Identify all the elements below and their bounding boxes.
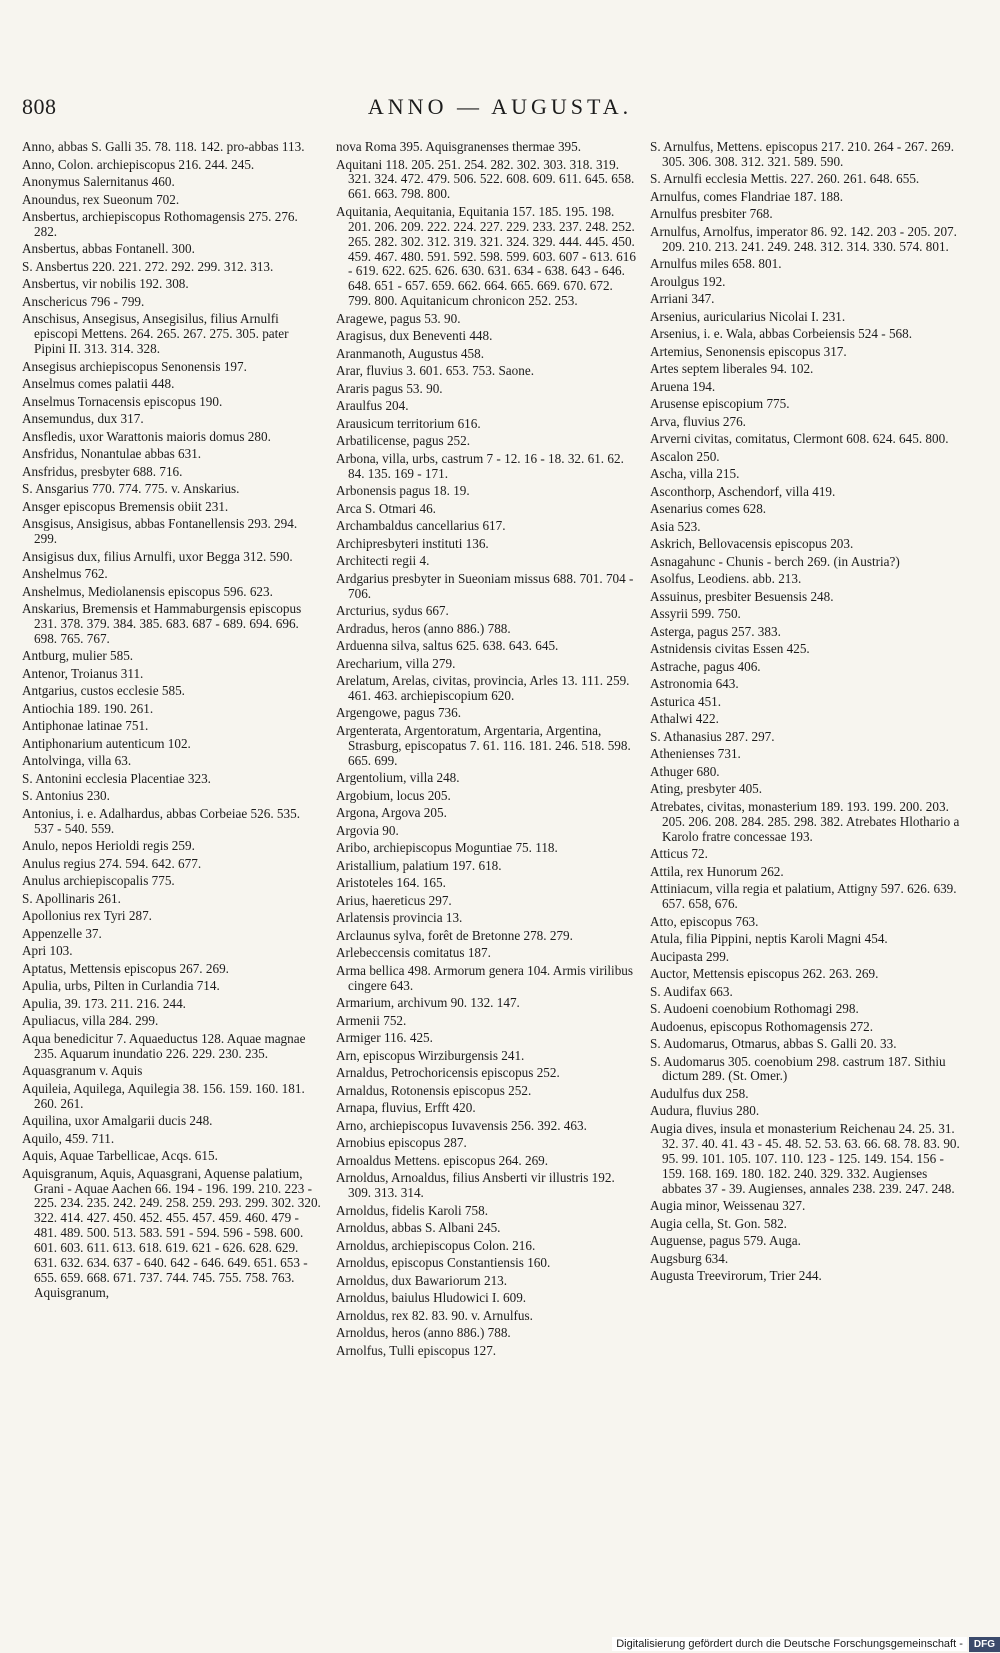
index-entry: Aristallium, palatium 197. 618. <box>336 857 502 873</box>
index-entry: Ardgarius presbyter in Sueoniam missus 688. 701. 704 - 706. <box>336 570 634 601</box>
index-entry: Arausicum territorium 616. <box>336 415 481 431</box>
index-entry: Arnoldus, Arnoaldus, filius Ansberti vir illustris 192. 309. 313. 314. <box>336 1170 615 1201</box>
index-entry: Antiphonae latinae 751. <box>22 718 149 734</box>
index-entry: Arnaldus, Petrochoricensis episcopus 252. <box>336 1065 560 1081</box>
index-entry: Arnoldus, fidelis Karoli 758. <box>336 1202 489 1218</box>
index-entry: Asconthorp, Aschendorf, villa 419. <box>650 483 836 499</box>
index-entry: Anschisus, Ansegisus, Ansegisilus, filius Arnulfi episcopi Mettens. 264. 265. 267. 275. 305. pater Pipini II. 313. 314. 328. <box>22 311 289 357</box>
index-entry: Arlebeccensis comitatus 187. <box>336 945 491 961</box>
index-entry: Ansbertus, abbas Fontanell. 300. <box>22 241 195 257</box>
index-entry: Apollonius rex Tyri 287. <box>22 908 152 924</box>
index-entry: Architecti regii 4. <box>336 553 430 569</box>
index-entry: Augia cella, St. Gon. 582. <box>650 1215 787 1231</box>
index-entry: Arar, fluvius 3. 601. 653. 753. Saone. <box>336 363 534 379</box>
index-entry: Augusta Treevirorum, Trier 244. <box>650 1268 822 1284</box>
index-entry: Aquasgranum v. Aquis <box>22 1063 143 1079</box>
index-entry: Arecharium, villa 279. <box>336 655 456 671</box>
index-entry: S. Ansbertus 220. 221. 272. 292. 299. 312. 313. <box>22 258 274 274</box>
index-entry: Arn, episcopus Wirziburgensis 241. <box>336 1047 525 1063</box>
index-entry: Ansbertus, archiepiscopus Rothomagensis 275. 276. 282. <box>22 209 298 239</box>
index-entry: Armarium, archivum 90. 132. 147. <box>336 995 520 1011</box>
index-entry: Aroulgus 192. <box>650 273 726 289</box>
index-entry: Apri 103. <box>22 943 73 959</box>
index-entry: Aquis, Aquae Tarbellicae, Acqs. 615. <box>22 1148 218 1164</box>
index-entry: Ansger episcopus Bremensis obiit 231. <box>22 498 229 514</box>
index-entry: Atrebates, civitas, monasterium 189. 193. 199. 200. 203. 205. 206. 208. 284. 285. 298. 382. Atrebates Hlothario a Karolo fratre concessae 193. <box>650 798 960 844</box>
index-entry: Apuliacus, villa 284. 299. <box>22 1013 159 1029</box>
index-entry: Argona, Argova 205. <box>336 805 447 821</box>
index-entry: Augia minor, Weissenau 327. <box>650 1198 806 1214</box>
index-entry: Antolvinga, villa 63. <box>22 753 132 769</box>
index-entry: Aranmanoth, Augustus 458. <box>336 345 484 361</box>
index-entry: Armiger 116. 425. <box>336 1030 433 1046</box>
index-entry: Aquilo, 459. 711. <box>22 1130 115 1146</box>
index-entry: nova Roma 395. Aquisgranenses thermae 395. <box>336 139 582 154</box>
index-entry: Arnoldus, dux Bawariorum 213. <box>336 1272 508 1288</box>
index-entry: Augia dives, insula et monasterium Reichenau 24. 25. 31. 32. 37. 40. 41. 43 - 45. 48. 52. 53. 63. 66. 68. 78. 83. 90. 95. 99. 101. 105. 107. 110. 123 - 125. 149. 154. 156 - 159. 168. 169. 180. 182. 240. 329. 332. Augienses abbates 37 - 39. Augienses, annales 238. 239. 247. 248. <box>650 1120 960 1196</box>
index-entry: S. Apollinaris 261. <box>22 890 121 906</box>
index-entry: Armenii 752. <box>336 1012 407 1028</box>
index-entry: Aquilina, uxor Amalgarii ducis 248. <box>22 1113 213 1129</box>
index-entry: Ascalon 250. <box>650 448 720 464</box>
index-entry: Astnidensis civitas Essen 425. <box>650 641 810 657</box>
index-entry: Astronomia 643. <box>650 676 739 692</box>
index-entry: Arva, fluvius 276. <box>650 413 746 429</box>
index-entry: Aquileia, Aquilega, Aquilegia 38. 156. 159. 160. 181. 260. 261. <box>22 1080 305 1111</box>
index-entry: Arbatilicense, pagus 252. <box>336 433 471 449</box>
index-entry: Auctor, Mettensis episcopus 262. 263. 269. <box>650 966 879 982</box>
index-entry: Ansigisus dux, filius Arnulfi, uxor Begga 312. 590. <box>22 548 293 564</box>
index-entry: Athuger 680. <box>650 763 720 779</box>
index-entry: Arca S. Otmari 46. <box>336 500 436 516</box>
index-entry: Arduenna silva, saltus 625. 638. 643. 645. <box>336 638 559 654</box>
index-entry: Anshelmus, Mediolanensis episcopus 596. 623. <box>22 583 273 599</box>
index-entry: Ansfridus, presbyter 688. 716. <box>22 463 183 479</box>
index-column-middle <box>336 140 636 1361</box>
index-entry: Ansfledis, uxor Warattonis maioris domus 280. <box>22 428 271 444</box>
index-entry: Ardradus, heros (anno 886.) 788. <box>336 620 511 636</box>
index-entry: Archambaldus cancellarius 617. <box>336 518 506 534</box>
index-entry: Araulfus 204. <box>336 398 409 414</box>
index-entry: Antiphonarium autenticum 102. <box>22 735 191 751</box>
index-entry: Arnulfus, Arnolfus, imperator 86. 92. 142. 203 - 205. 207. 209. 210. 213. 241. 249. 248. 312. 314. 330. 574. 801. <box>650 223 957 254</box>
index-entry: Arnoldus, archiepiscopus Colon. 216. <box>336 1237 536 1253</box>
index-entry: Aquitania, Aequitania, Equitania 157. 185. 195. 198. 201. 206. 209. 222. 224. 227. 229. 233. 237. 248. 252. 265. 282. 302. 312. 319. 321. 324. 329. 444. 445. 450. 459. 467. 480. 591. 592. 598. 599. 603. 607 - 613. 616 - 619. 622. 625. 626. 630. 631. 634 - 638. 643 - 646. 648. 651 - 657. 659. 662. 664. 665. 669. 670. 672. 799. 800. Aquitanicum chronicon 252. 253. <box>336 203 636 309</box>
index-entry: Arusense episcopium 775. <box>650 396 790 412</box>
index-entry: Athenienses 731. <box>650 746 741 762</box>
index-entry: Antenor, Troianus 311. <box>22 665 144 681</box>
index-entry: S. Antonini ecclesia Placentiae 323. <box>22 770 211 786</box>
page-number: 808 <box>22 94 57 119</box>
index-entry: Arverni civitas, comitatus, Clermont 608. 624. 645. 800. <box>650 431 949 447</box>
index-entry: Anskarius, Bremensis et Hammaburgensis episcopus 231. 378. 379. 384. 385. 683. 687 - 689. 694. 696. 698. 765. 767. <box>22 601 302 646</box>
index-entry: Aquitani 118. 205. 251. 254. 282. 302. 303. 318. 319. 321. 324. 472. 479. 506. 522. 608. 609. 611. 645. 658. 661. 663. 798. 800. <box>336 156 635 202</box>
index-entry: Arnulfus miles 658. 801. <box>650 256 782 272</box>
index-entry: Arclaunus sylva, forêt de Bretonne 278. 279. <box>336 927 573 943</box>
index-entry: Arnoldus, episcopus Constantiensis 160. <box>336 1255 551 1271</box>
index-entry: Arnoaldus Mettens. episcopus 264. 269. <box>336 1152 549 1168</box>
index-entry: Arius, haereticus 297. <box>336 892 452 908</box>
index-entry: Anselmus Tornacensis episcopus 190. <box>22 393 223 409</box>
index-entry: Aragewe, pagus 53. 90. <box>336 310 461 326</box>
index-entry: Anonymus Salernitanus 460. <box>22 174 175 189</box>
index-entry: Anselmus comes palatii 448. <box>22 376 175 392</box>
index-entry: Audoenus, episcopus Rothomagensis 272. <box>650 1018 874 1034</box>
footer <box>612 1635 1000 1653</box>
index-entry: S. Audomarus 305. coenobium 298. castrum 187. Sithiu dictum 289. (St. Omer.) <box>650 1053 946 1084</box>
index-entry: Asenarius comes 628. <box>650 501 767 517</box>
index-entry: S. Ansgarius 770. 774. 775. v. Anskarius. <box>22 481 240 497</box>
index-entry: Antonius, i. e. Adalhardus, abbas Corbeiae 526. 535. 537 - 540. 559. <box>22 805 300 836</box>
index-entry: Astrache, pagus 406. <box>650 658 761 674</box>
index-entry: Athalwi 422. <box>650 711 719 727</box>
index-entry: Apulia, urbs, Pilten in Curlandia 714. <box>22 978 220 994</box>
index-entry: Arsenius, auricularius Nicolai I. 231. <box>650 308 846 324</box>
index-entry: Attiniacum, villa regia et palatium, Attigny 597. 626. 639. 657. 658, 676. <box>650 881 957 912</box>
index-column-left <box>22 140 322 1361</box>
index-entry: Asia 523. <box>650 518 701 534</box>
index-entry: Aribo, archiepiscopus Moguntiae 75. 118. <box>336 840 558 856</box>
index-entry: Arbonensis pagus 18. 19. <box>336 483 470 499</box>
index-entry: Arnoldus, rex 82. 83. 90. v. Arnulfus. <box>336 1307 533 1323</box>
index-entry: Araris pagus 53. 90. <box>336 380 443 396</box>
index-entry: Ansgisus, Ansigisus, abbas Fontanellensis 293. 294. 299. <box>22 516 298 547</box>
index-entry: Atto, episcopus 763. <box>650 913 759 929</box>
index-entry: Aqua benedicitur 7. Aquaeductus 128. Aquae magnae 235. Aquarum inundatio 226. 229. 230. 235. <box>22 1030 306 1061</box>
index-entry: Arnapa, fluvius, Erfft 420. <box>336 1100 476 1116</box>
index-entry: Arnolfus, Tulli episcopus 127. <box>336 1342 497 1358</box>
index-entry: Apulia, 39. 173. 211. 216. 244. <box>22 995 186 1011</box>
index-entry: Argobium, locus 205. <box>336 787 451 803</box>
index-entry: Arcturius, sydus 667. <box>336 603 449 619</box>
index-entry: S. Athanasius 287. 297. <box>650 728 775 744</box>
index-entry: Asturica 451. <box>650 693 722 709</box>
index-entry: Argengowe, pagus 736. <box>336 705 462 721</box>
index-entry: Arriani 347. <box>650 291 715 307</box>
index-entry: Arsenius, i. e. Wala, abbas Corbeiensis 524 - 568. <box>650 326 913 342</box>
index-entry: Attila, rex Hunorum 262. <box>650 863 784 879</box>
index-entry: Anulus regius 274. 594. 642. 677. <box>22 855 202 871</box>
index-entry: Antburg, mulier 585. <box>22 648 134 664</box>
index-entry: Arlatensis provincia 13. <box>336 910 463 926</box>
index-entry: Assuinus, presbiter Besuensis 248. <box>650 588 834 604</box>
index-entry: Anno, Colon. archiepiscopus 216. 244. 245. <box>22 156 255 172</box>
index-entry: Aristoteles 164. 165. <box>336 875 446 891</box>
index-column-right <box>650 140 960 1361</box>
index-entry: Ansemundus, dux 317. <box>22 411 144 427</box>
index-entry: Arnulfus, comes Flandriae 187. 188. <box>650 188 844 204</box>
index-entry: Argentolium, villa 248. <box>336 770 460 786</box>
index-entry: Argovia 90. <box>336 822 399 838</box>
index-entry: S. Audomarus, Otmarus, abbas S. Galli 20. 33. <box>650 1036 897 1052</box>
index-entry: Askrich, Bellovacensis episcopus 203. <box>650 536 854 552</box>
index-entry: Arnulfus presbiter 768. <box>650 206 773 222</box>
index-entry: S. Antonius 230. <box>22 788 110 804</box>
index-entry: Anulo, nepos Herioldi regis 259. <box>22 838 195 854</box>
index-entry: Arnaldus, Rotonensis episcopus 252. <box>336 1082 532 1098</box>
index-entry: Aruena 194. <box>650 378 716 394</box>
index-entry: Artes septem liberales 94. 102. <box>650 361 814 377</box>
index-entry: Atula, filia Pippini, neptis Karoli Magni 454. <box>650 931 888 947</box>
index-entry: Artemius, Senonensis episcopus 317. <box>650 343 847 359</box>
funding-notice: Digitalisierung gefördert durch die Deutsche Forschungsgemeinschaft - <box>612 1637 967 1651</box>
index-entry: Auguense, pagus 579. Auga. <box>650 1233 801 1249</box>
index-columns <box>22 140 978 1361</box>
index-entry: Aquisgranum, Aquis, Aquasgrani, Aquense palatium, Grani - Aquae Aachen 66. 194 - 196. 199. 210. 223 - 225. 234. 235. 242. 249. 258. 259. 293. 299. 302. 320. 322. 414. 427. 450. 452. 455. 457. 459. 460. 479 - 481. 489. 500. 513. 583. 591 - 594. 596 - 598. 600. 601. 603. 611. 613. 618. 619. 621 - 626. 628. 629. 631. 632. 634. 637 - 640. 642 - 646. 649. 651. 653 - 655. 659. 668. 671. 737. 744. 745. 755. 758. 763. Aquisgranum, <box>22 1165 321 1300</box>
index-entry: Anshelmus 762. <box>22 566 108 582</box>
index-entry: Audura, fluvius 280. <box>650 1103 760 1119</box>
index-entry: Ascha, villa 215. <box>650 466 740 482</box>
index-entry: Aptatus, Mettensis episcopus 267. 269. <box>22 960 229 976</box>
index-entry: Arma bellica 498. Armorum genera 104. Armis virilibus cingere 643. <box>336 962 634 993</box>
index-entry: Augsburg 634. <box>650 1250 729 1266</box>
index-entry: Antgarius, custos ecclesie 585. <box>22 683 185 699</box>
page-heading: ANNO — AUGUSTA. <box>367 94 633 119</box>
index-entry: Arnoldus, abbas S. Albani 245. <box>336 1220 501 1236</box>
index-entry: Ating, presbyter 405. <box>650 781 763 797</box>
index-entry: Arelatum, Arelas, civitas, provincia, Arles 13. 111. 259. 461. 463. archiepiscopium 620. <box>336 673 630 703</box>
index-entry: Ansfridus, Nonantulae abbas 631. <box>22 446 202 462</box>
index-entry: Anschericus 796 - 799. <box>22 293 145 309</box>
dfg-logo-icon: DFG <box>969 1637 1000 1652</box>
index-entry: Arbona, villa, urbs, castrum 7 - 12. 16 - 18. 32. 61. 62. 84. 135. 169 - 171. <box>336 450 624 481</box>
index-entry: Asnagahunc - Chunis - berch 269. (in Austria?) <box>650 553 900 569</box>
index-entry: Anulus archiepiscopalis 775. <box>22 873 175 889</box>
index-entry: S. Audoeni coenobium Rothomagi 298. <box>650 1001 859 1017</box>
index-entry: Arnoldus, baiulus Hludowici I. 609. <box>336 1290 527 1306</box>
index-entry: S. Audifax 663. <box>650 983 733 999</box>
index-entry: Arnobius episcopus 287. <box>336 1135 467 1151</box>
index-entry: Atticus 72. <box>650 846 708 862</box>
index-entry: Aragisus, dux Beneventi 448. <box>336 328 493 344</box>
index-entry: Ansegisus archiepiscopus Senonensis 197. <box>22 358 247 374</box>
index-entry: Anoundus, rex Sueonum 702. <box>22 191 180 207</box>
index-entry: Asterga, pagus 257. 383. <box>650 623 781 639</box>
index-entry: Audulfus dux 258. <box>650 1085 749 1101</box>
index-entry: Arno, archiepiscopus Iuvavensis 256. 392. 463. <box>336 1117 587 1133</box>
index-entry: Appenzelle 37. <box>22 925 102 941</box>
index-entry: Archipresbyteri instituti 136. <box>336 535 489 551</box>
index-entry: S. Arnulfi ecclesia Mettis. 227. 260. 261. 648. 655. <box>650 171 920 187</box>
index-entry: S. Arnulfus, Mettens. episcopus 217. 210. 264 - 267. 269. 305. 306. 308. 312. 321. 589. 590. <box>650 139 955 169</box>
index-entry: Anno, abbas S. Galli 35. 78. 118. 142. pro-abbas 113. <box>22 139 305 154</box>
index-entry: Antiochia 189. 190. 261. <box>22 700 154 716</box>
index-entry: Assyrii 599. 750. <box>650 606 741 622</box>
index-entry: Arnoldus, heros (anno 886.) 788. <box>336 1325 511 1341</box>
index-entry: Ansbertus, vir nobilis 192. 308. <box>22 276 189 292</box>
index-entry: Aucipasta 299. <box>650 948 730 964</box>
index-entry: Argenterata, Argentoratum, Argentaria, Argentina, Strasburg, episcopatus 7. 61. 116. 181. 246. 518. 598. 665. 699. <box>336 722 631 768</box>
index-entry: Asolfus, Leodiens. abb. 213. <box>650 571 802 587</box>
